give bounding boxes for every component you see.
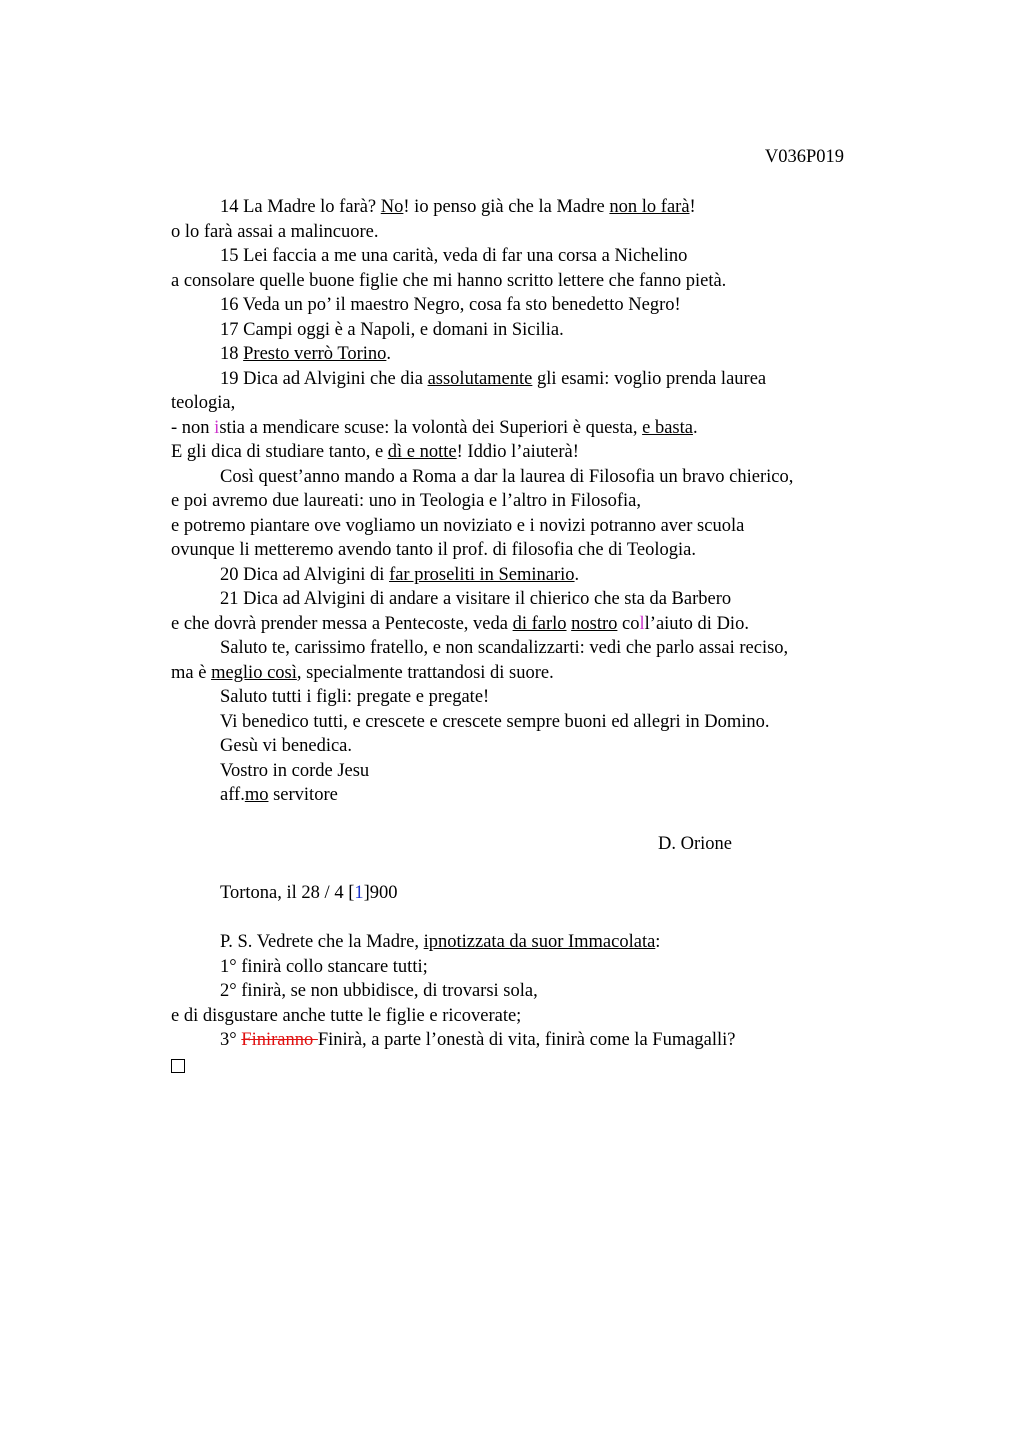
line-15: 15 Lei faccia a me una carità, veda di far una corsa a Nichelino xyxy=(220,246,688,266)
line-15-cont: a consolare quelle buone figlie che mi hanno scritto lettere che fanno pietà. xyxy=(171,270,727,291)
line-18: 18 Presto verrò Torino. xyxy=(220,344,392,364)
postscript-item-1: 1° finirà collo stancare tutti; xyxy=(220,956,428,977)
line-saluto-cont: ma è meglio così, specialmente trattandosi di suore. xyxy=(171,662,554,683)
reference-code: V036P019 xyxy=(764,147,844,167)
line-vostro: Vostro in corde Jesu xyxy=(220,760,370,781)
line-14-cont: o lo farà assai a malincuore. xyxy=(171,221,379,242)
square-icon xyxy=(171,1059,185,1073)
line-benedico: Vi benedico tutti, e crescete e crescete sempre buoni ed allegri in Domino. xyxy=(220,711,770,732)
postscript-item-2-cont: e di disgustare anche tutte le figlie e ricoverate; xyxy=(171,1005,522,1026)
letter-body xyxy=(171,195,871,1077)
date-line: Tortona, il 28 / 4 [1]900 xyxy=(220,883,398,903)
line-19-cont-3: E gli dica di studiare tanto, e dì e notte! Iddio l’aiuterà! xyxy=(171,442,579,462)
end-marker xyxy=(171,1053,871,1078)
line-19-cont: teologia, xyxy=(171,393,236,413)
line-21-cont: e che dovrà prender messa a Pentecoste, veda di farlo nostro coll’aiuto di Dio. xyxy=(171,613,749,634)
line-saluto: Saluto te, carissimo fratello, e non scandalizzarti: vedi che parlo assai reciso, xyxy=(220,638,789,658)
line-21: 21 Dica ad Alvigini di andare a visitare il chierico che sta da Barbero xyxy=(220,589,732,609)
line-servitore: aff.mo servitore xyxy=(220,785,338,805)
line-paragraph-cont-3: ovunque li metteremo avendo tanto il prof. di filosofia che di Teologia. xyxy=(171,540,696,560)
line-paragraph: Così quest’anno mando a Roma a dar la laurea di Filosofia un bravo chierico, xyxy=(220,466,794,487)
line-20: 20 Dica ad Alvigini di far proseliti in Seminario. xyxy=(220,564,580,585)
line-paragraph-cont-2: e potremo piantare ove vogliamo un noviziato e i novizi potranno aver scuola xyxy=(171,515,745,536)
line-16: 16 Veda un po’ il maestro Negro, cosa fa sto benedetto Negro! xyxy=(220,295,681,315)
line-gesu: Gesù vi benedica. xyxy=(220,736,353,756)
line-14: 14 La Madre lo farà? No! io penso già che la Madre non lo farà! xyxy=(220,197,696,217)
signature: D. Orione xyxy=(658,834,732,854)
line-saluto-figli: Saluto tutti i figli: pregate e pregate! xyxy=(220,687,490,707)
postscript-line: P. S. Vedrete che la Madre, ipnotizzata da suor Immacolata: xyxy=(220,932,661,952)
line-paragraph-cont: e poi avremo due laureati: uno in Teologia e l’altro in Filosofia, xyxy=(171,491,641,511)
line-19-cont-2: - non istia a mendicare scuse: la volontà dei Superiori è questa, e basta. xyxy=(171,417,698,438)
line-17: 17 Campi oggi è a Napoli, e domani in Sicilia. xyxy=(220,319,564,340)
deleted-text: Finiranno xyxy=(241,1030,318,1050)
postscript-item-3: 3° Finiranno Finirà, a parte l’onestà di vita, finirà come la Fumagalli? xyxy=(220,1030,736,1050)
postscript-item-2: 2° finirà, se non ubbidisce, di trovarsi sola, xyxy=(220,981,538,1001)
line-19: 19 Dica ad Alvigini che dia assolutamente gli esami: voglio prenda laurea xyxy=(220,368,767,389)
